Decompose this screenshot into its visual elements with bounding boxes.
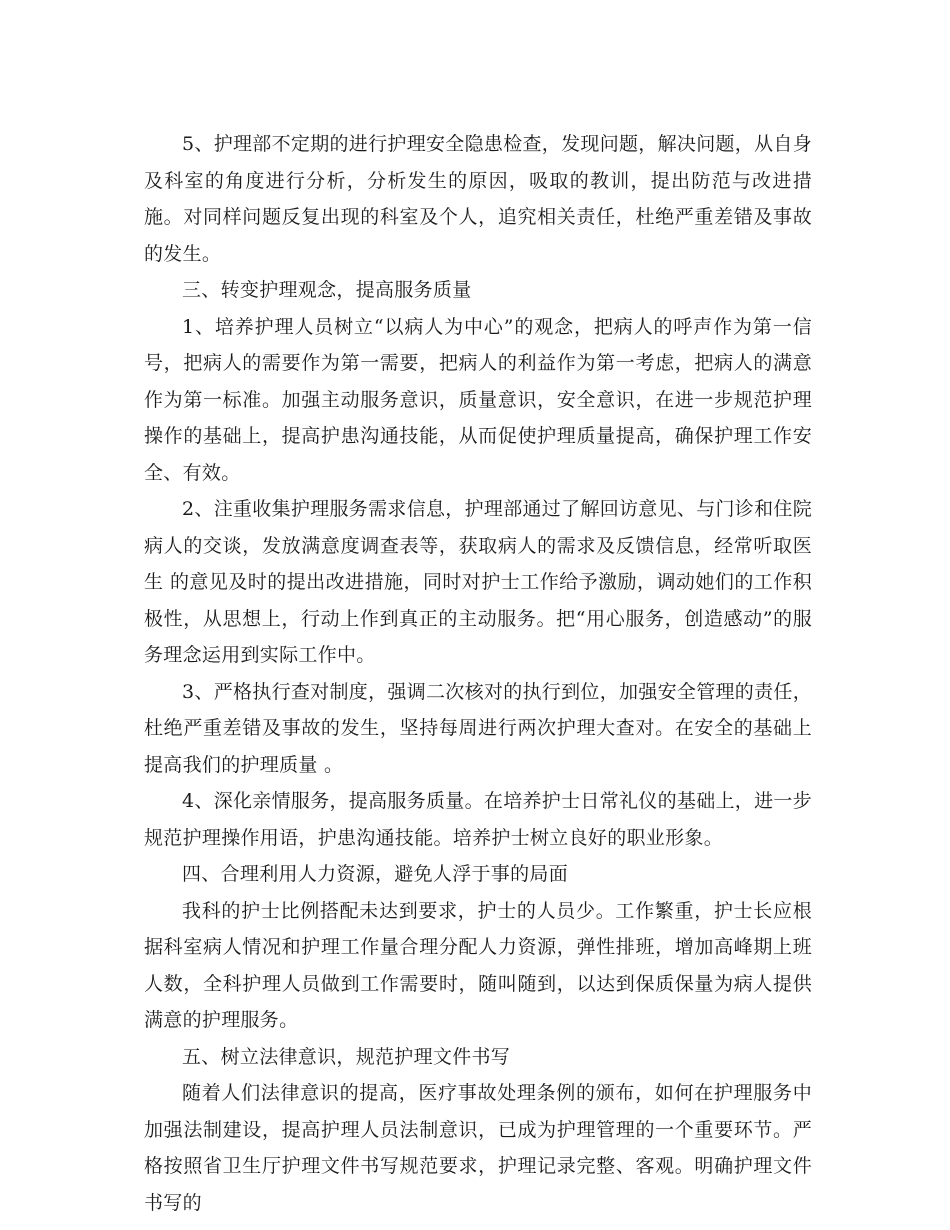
section-heading-3: 三、转变护理观念，提高服务质量 <box>182 279 472 301</box>
section-heading-5: 五、树立法律意识，规范护理文件书写 <box>182 1045 511 1068</box>
paragraph-item-4: 4、深化亲情服务，提高服务质量。在培养护士日常礼仪的基础上，进一步规范护理操作用语，护患沟通技能。培养护士树立良好的职业形象。 <box>144 790 812 849</box>
paragraph-item-3: 3、严格执行查对制度，强调二次核对的执行到位，加强安全管理的责任，杜绝严重差错及事故的发生，坚持每周进行两次护理大查对。在安全的基础上提高我们的护理质量 。 <box>144 680 812 776</box>
paragraph-item-1: 1、培养护理人员树立“以病人为中心”的观念，把病人的呼声作为第一信号，把病人的需要作为第一需要，把病人的利益作为第一考虑，把病人的满意作为第一标准。加强主动服务意识，质量意识，安全意识，在进一步规范护理操作的基础上，提高护患沟通技能，从而促使护理质量提高，确保护理工作安全、有效。 <box>144 315 812 484</box>
paragraph-legal: 随着人们法律意识的提高，医疗事故处理条例的颁布，如何在护理服务中加强法制建设，提高护理人员法制意识，已成为护理管理的一个重要环节。严格按照省卫生厅护理文件书写规范要求，护理记录完整、客观。明确护理文件书写的 <box>144 1082 812 1214</box>
paragraph-staffing: 我科的护士比例搭配未达到要求，护士的人员少。工作繁重，护士长应根据科室病人情况和护理工作量合理分配人力资源，弹性排班，增加高峰期上班人数，全科护理人员做到工作需要时，随叫随到，以达到保质保量为病人提供满意的护理服务。 <box>144 899 812 1031</box>
document-body <box>144 126 812 1221</box>
paragraph-item-5: 5、护理部不定期的进行护理安全隐患检查，发现问题，解决问题，从自身及科室的角度进行分析，分析发生的原因，吸取的教训，提出防范与改进措施。对同样问题反复出现的科室及个人，追究相关责任，杜绝严重差错及事故的发生。 <box>144 133 812 265</box>
section-heading-4: 四、合理利用人力资源，避免人浮于事的局面 <box>182 863 569 885</box>
paragraph-item-2: 2、注重收集护理服务需求信息，护理部通过了解回访意见、与门诊和住院病人的交谈，发放满意度调查表等，获取病人的需求及反馈信息，经常听取医生 的意见及时的提出改进措施，同时对护士工作给予激励，调动她们的工作积极性，从思想上，行动上作到真正的主动服务。把“用心服务，创造感动”的服务理念运用到实际工作中。 <box>144 498 812 666</box>
